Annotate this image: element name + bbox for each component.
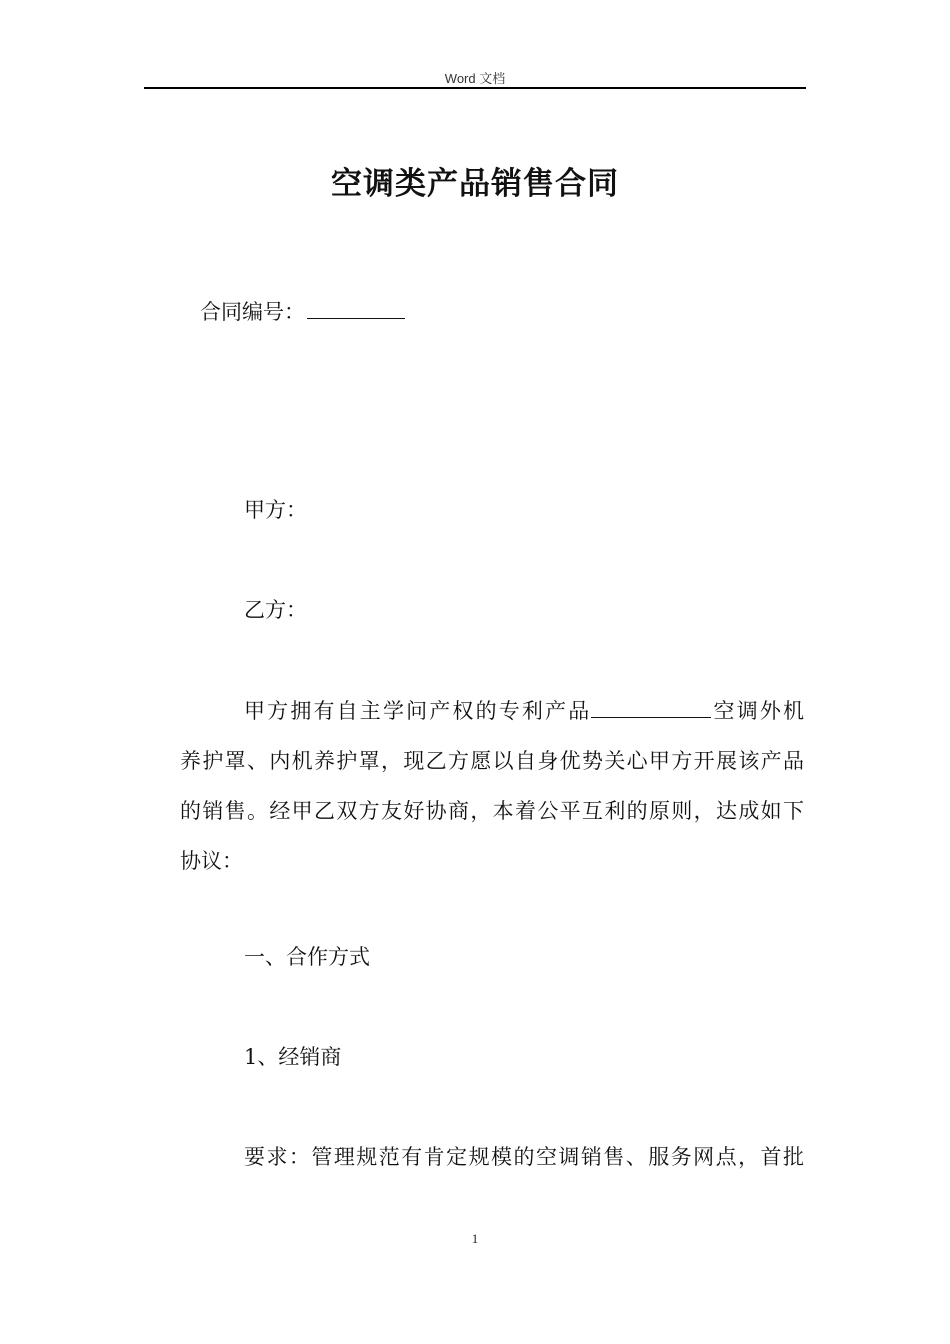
header-divider: [144, 87, 806, 89]
intro-line-1-tail: 空调外机: [711, 699, 805, 723]
intro-line-3: 的销售。经甲乙双方友好协商，本着公平互利的原则，达成如下: [180, 799, 804, 823]
requirement-line: 要求：管理规范有肯定规模的空调销售、服务网点，首批: [244, 1145, 804, 1169]
intro-line-2: 养护罩、内机养护罩，现乙方愿以自身优势关心甲方开展该产品: [180, 749, 804, 773]
intro-line-1-text: 甲方拥有自主学问产权的专利产品: [244, 699, 592, 723]
contract-number-blank: [307, 296, 405, 319]
section-heading-cooperation: 一、合作方式: [244, 945, 370, 969]
intro-line-4: 协议：: [180, 849, 243, 873]
intro-paragraph: [180, 686, 804, 886]
contract-number-line: [200, 296, 405, 327]
intro-line-1: [180, 686, 804, 736]
item-heading-distributor: 1、经销商: [244, 1045, 342, 1069]
party-b-label: 乙方：: [244, 598, 307, 622]
page-number: 1: [471, 1231, 479, 1246]
party-a-label: 甲方：: [244, 498, 307, 522]
contract-number-label: 合同编号：: [200, 300, 305, 324]
document-title: 空调类产品销售合同: [331, 166, 619, 202]
product-name-blank: [591, 695, 711, 718]
page-header-label: Word 文档: [444, 71, 506, 86]
